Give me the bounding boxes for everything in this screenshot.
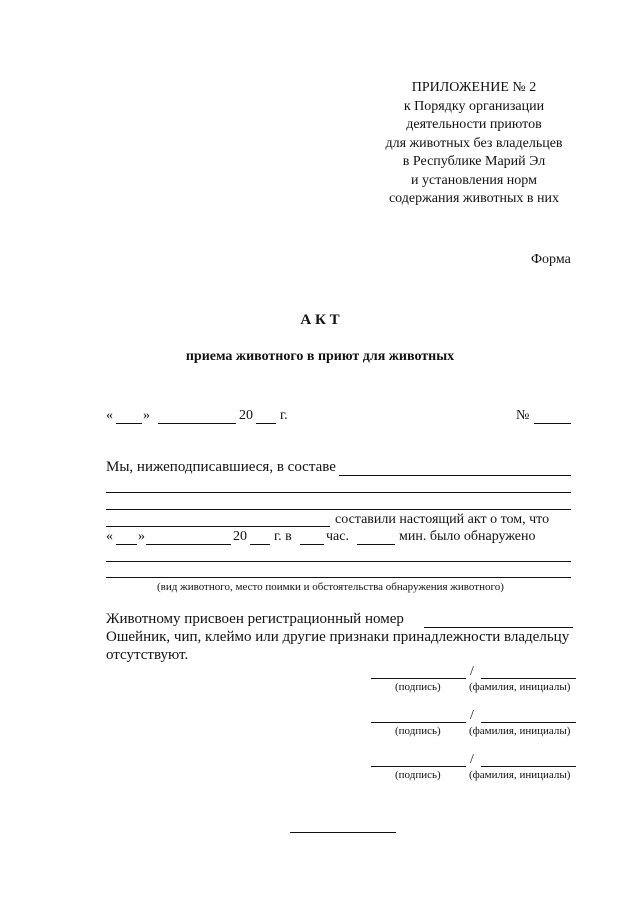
found-day-blank[interactable]: [116, 544, 137, 545]
year-prefix: 20: [239, 408, 253, 423]
appendix-line: и установления норм: [411, 172, 537, 188]
signature-separator: /: [470, 708, 474, 723]
closing-rule: [290, 832, 396, 833]
document-subtitle: приема животного в приют для животных: [185, 349, 455, 364]
found-month-blank[interactable]: [146, 544, 231, 545]
document-title: А К Т: [300, 312, 340, 328]
signature-separator: /: [470, 752, 474, 767]
found-year-blank[interactable]: [250, 544, 270, 545]
composition-blank-3[interactable]: [106, 509, 571, 510]
circumstances-blank-1[interactable]: [106, 561, 571, 562]
found-open-quote: «: [106, 529, 113, 544]
year-blank[interactable]: [256, 423, 276, 424]
signature-blank[interactable]: [371, 766, 466, 767]
ownership-text-line1: Ошейник, чип, клеймо или другие признаки принадлежности владельцу: [106, 629, 570, 645]
ownership-text-line2: отсутствуют.: [106, 647, 189, 663]
day-blank[interactable]: [116, 423, 142, 424]
circumstances-caption: (вид животного, место поимки и обстоятельства обнаружения животного): [157, 581, 504, 593]
name-blank[interactable]: [481, 766, 576, 767]
found-minute-blank[interactable]: [357, 544, 395, 545]
name-caption: (фамилия, инициалы): [469, 769, 571, 781]
name-caption: (фамилия, инициалы): [469, 681, 571, 693]
composition-blank-2[interactable]: [106, 492, 571, 493]
name-caption: (фамилия, инициалы): [469, 725, 571, 737]
composition-blank-4[interactable]: [106, 526, 330, 527]
date-open-quote: «: [106, 408, 113, 423]
month-blank[interactable]: [158, 423, 236, 424]
year-suffix: г.: [280, 408, 288, 423]
signature-caption: (подпись): [395, 725, 441, 737]
appendix-block: [360, 79, 588, 209]
form-label: Форма: [531, 252, 571, 267]
act-number-blank[interactable]: [534, 423, 571, 424]
appendix-line: содержания животных в них: [388, 191, 560, 206]
found-year-prefix: 20: [233, 529, 247, 544]
composition-blank-1[interactable]: [339, 475, 571, 476]
found-hour-blank[interactable]: [300, 544, 324, 545]
signature-caption: (подпись): [395, 681, 441, 693]
minute-found-label: мин. было обнаружено: [399, 529, 536, 544]
signature-blank[interactable]: [371, 722, 466, 723]
appendix-line: к Порядку организации: [403, 98, 545, 114]
appendix-line: ПРИЛОЖЕНИЕ № 2: [411, 80, 537, 95]
found-close-quote: »: [138, 529, 145, 544]
hour-label: час.: [326, 529, 349, 544]
signature-separator: /: [470, 664, 474, 679]
appendix-line: для животных без владельцев: [385, 135, 563, 151]
found-time-prefix: г. в: [274, 529, 292, 544]
name-blank[interactable]: [481, 722, 576, 723]
name-blank[interactable]: [481, 678, 576, 679]
registration-number-blank[interactable]: [424, 627, 573, 628]
composed-text: составили настоящий акт о том, что: [335, 512, 550, 527]
signature-blank[interactable]: [371, 678, 466, 679]
circumstances-blank-2[interactable]: [106, 577, 571, 578]
signature-caption: (подпись): [395, 769, 441, 781]
registration-label: Животному присвоен регистрационный номер: [106, 611, 404, 627]
appendix-line: деятельности приютов: [406, 117, 542, 132]
date-close-quote: »: [143, 408, 150, 423]
act-number-label: №: [516, 408, 530, 423]
appendix-line: в Республике Марий Эл: [402, 154, 546, 169]
composition-label: Мы, нижеподписавшиеся, в составе: [106, 459, 336, 475]
